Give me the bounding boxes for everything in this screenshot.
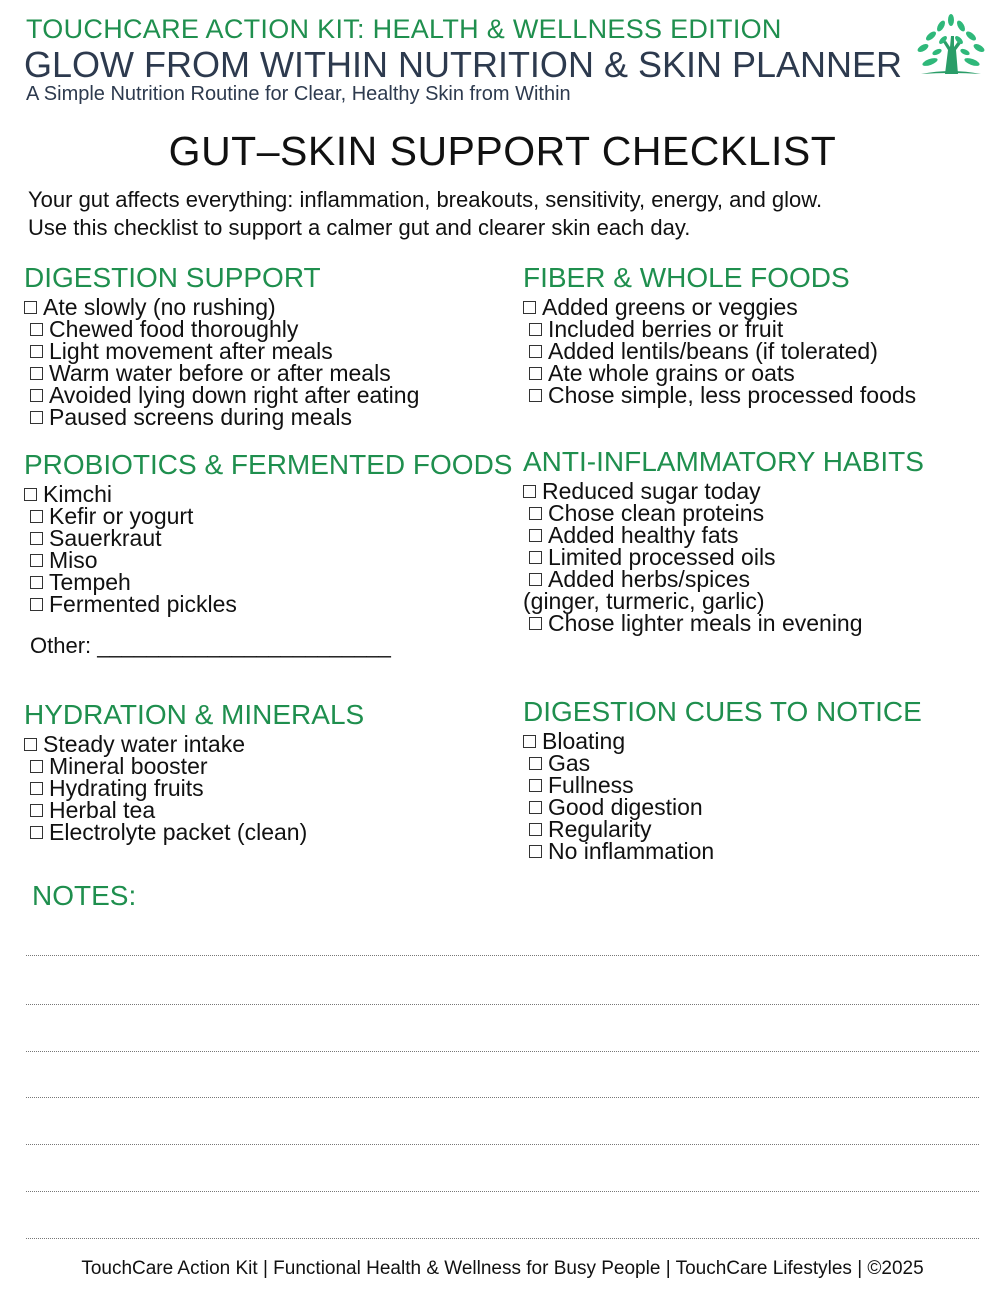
checkbox[interactable]	[529, 323, 542, 336]
checkbox[interactable]	[529, 345, 542, 358]
checklist-item[interactable]	[24, 549, 512, 571]
checklist-item-label: Fermented pickles	[49, 591, 237, 617]
checklist-item[interactable]	[24, 571, 512, 593]
checklist-item[interactable]	[24, 340, 419, 362]
checklist-item[interactable]	[523, 546, 924, 568]
checklist-item-label: Tempeh	[49, 569, 131, 595]
checkbox[interactable]	[30, 345, 43, 358]
checklist-item-continuation	[523, 590, 924, 612]
tree-icon	[915, 12, 987, 82]
checklist-item-label: Steady water intake	[43, 731, 246, 757]
notes-line[interactable]	[26, 1191, 979, 1192]
checkbox[interactable]	[30, 389, 43, 402]
checkbox[interactable]	[523, 485, 536, 498]
checkbox[interactable]	[24, 488, 37, 501]
checklist-item[interactable]	[523, 796, 922, 818]
checklist-item[interactable]	[24, 593, 512, 615]
checklist-item-label: Hydrating fruits	[49, 775, 204, 801]
checklist-item-label: Chose simple, less processed foods	[548, 382, 917, 408]
section-title: DIGESTION SUPPORT	[24, 262, 321, 293]
checklist-item[interactable]	[24, 362, 419, 384]
notes-line[interactable]	[26, 1144, 979, 1145]
checkbox[interactable]	[24, 738, 37, 751]
section-title: ANTI-INFLAMMATORY HABITS	[523, 446, 924, 477]
checklist	[24, 733, 364, 843]
checklist-item[interactable]	[24, 799, 364, 821]
checkbox[interactable]	[523, 301, 536, 314]
section-title: HYDRATION & MINERALS	[24, 699, 365, 730]
planner-subtitle: A Simple Nutrition Routine for Clear, Healthy Skin from Within	[26, 83, 571, 105]
section-hydration	[24, 699, 364, 843]
checklist-item-label: Bloating	[542, 728, 626, 754]
checklist-item-label: Ate whole grains or oats	[548, 360, 795, 386]
checklist-item-label: Limited processed oils	[548, 544, 776, 570]
checklist-item-label: Avoided lying down right after eating	[49, 382, 420, 408]
checklist-item-label: (ginger, turmeric, garlic)	[523, 588, 765, 614]
checklist-item-label: Gas	[548, 750, 591, 776]
checkbox[interactable]	[529, 801, 542, 814]
checklist-item[interactable]	[24, 483, 512, 505]
page-footer: TouchCare Action Kit | Functional Health & Wellness for Busy People | TouchCare Lifestyles | ©2025	[81, 1258, 924, 1279]
checklist-item-label: Warm water before or after meals	[49, 360, 391, 386]
checklist-item[interactable]	[523, 340, 916, 362]
checkbox[interactable]	[529, 757, 542, 770]
checklist-item-label: No inflammation	[548, 838, 715, 864]
page-title: GUT–SKIN SUPPORT CHECKLIST	[168, 128, 837, 174]
checkbox[interactable]	[30, 367, 43, 380]
checkbox[interactable]	[30, 598, 43, 611]
other-write-in-field[interactable]: Other: ________________________	[30, 633, 391, 658]
checklist-item[interactable]	[523, 840, 922, 862]
section-digestion-cues	[523, 696, 922, 862]
checklist-item[interactable]	[523, 752, 922, 774]
checkbox[interactable]	[529, 823, 542, 836]
notes-line[interactable]	[26, 1097, 979, 1098]
kit-edition-line: TOUCHCARE ACTION KIT: HEALTH & WELLNESS EDITION	[26, 14, 782, 44]
checklist-item-label: Added healthy fats	[548, 522, 739, 548]
checklist-item[interactable]	[24, 821, 364, 843]
checklist-item-label: Added lentils/beans (if tolerated)	[548, 338, 878, 364]
checklist-item-label: Good digestion	[548, 794, 703, 820]
checkbox[interactable]	[30, 554, 43, 567]
checkbox[interactable]	[30, 760, 43, 773]
checklist-item[interactable]	[24, 505, 512, 527]
checkbox[interactable]	[30, 323, 43, 336]
intro-text	[28, 186, 988, 242]
checklist-item[interactable]	[523, 568, 924, 590]
checkbox[interactable]	[30, 782, 43, 795]
checkbox[interactable]	[529, 389, 542, 402]
checklist-item-label: Fullness	[548, 772, 634, 798]
checklist-item-label: Chose clean proteins	[548, 500, 765, 526]
checkbox[interactable]	[529, 617, 542, 630]
checkbox[interactable]	[529, 507, 542, 520]
checklist-item[interactable]	[523, 318, 916, 340]
checkbox[interactable]	[30, 804, 43, 817]
checkbox[interactable]	[30, 532, 43, 545]
checklist-item[interactable]	[24, 733, 364, 755]
checklist-item-label: Light movement after meals	[49, 338, 333, 364]
checkbox[interactable]	[529, 551, 542, 564]
checkbox[interactable]	[30, 826, 43, 839]
checklist-item-label: Added greens or veggies	[542, 294, 798, 320]
checkbox[interactable]	[24, 301, 37, 314]
checkbox[interactable]	[529, 845, 542, 858]
checklist-item-label: Miso	[49, 547, 98, 573]
section-anti-inflammatory	[523, 446, 924, 634]
checkbox[interactable]	[30, 411, 43, 424]
checklist-item-label: Sauerkraut	[49, 525, 162, 551]
checklist-item-label: Ate slowly (no rushing)	[43, 294, 276, 320]
checklist-item[interactable]	[523, 774, 922, 796]
checklist-item-label: Paused screens during meals	[49, 404, 352, 430]
notes-line[interactable]	[26, 1051, 979, 1052]
planner-title: GLOW FROM WITHIN NUTRITION & SKIN PLANNER	[24, 44, 903, 85]
checkbox[interactable]	[30, 576, 43, 589]
checklist-item-label: Chose lighter meals in evening	[548, 610, 863, 636]
checklist-item[interactable]	[523, 362, 916, 384]
checklist-item-label: Mineral booster	[49, 753, 208, 779]
section-digestion-support	[24, 262, 419, 428]
section-title: PROBIOTICS & FERMENTED FOODS	[24, 449, 513, 480]
checkbox[interactable]	[529, 779, 542, 792]
checklist-item-label: Kefir or yogurt	[49, 503, 194, 529]
checklist	[24, 483, 512, 615]
checklist-item[interactable]	[523, 502, 924, 524]
checklist-item[interactable]	[523, 524, 924, 546]
checklist-item[interactable]	[24, 406, 419, 428]
intro-line: Use this checklist to support a calmer gut and clearer skin each day.	[28, 215, 691, 240]
checkbox[interactable]	[523, 735, 536, 748]
checklist-item-label: Reduced sugar today	[542, 478, 761, 504]
checkbox[interactable]	[529, 367, 542, 380]
section-title: FIBER & WHOLE FOODS	[523, 262, 850, 293]
checklist	[523, 730, 922, 862]
checklist-item-label: Included berries or fruit	[548, 316, 784, 342]
checklist-item[interactable]	[523, 818, 922, 840]
notes-line[interactable]	[26, 1004, 979, 1005]
checklist-item[interactable]	[24, 527, 512, 549]
checklist-item[interactable]	[523, 730, 922, 752]
notes-title: NOTES:	[32, 880, 137, 911]
section-title: DIGESTION CUES TO NOTICE	[523, 696, 922, 727]
checklist-item-label: Kimchi	[43, 481, 113, 507]
checklist-item[interactable]	[24, 296, 419, 318]
checklist-item[interactable]	[523, 612, 924, 634]
checklist-item[interactable]	[523, 296, 916, 318]
checklist	[523, 296, 916, 406]
checklist-item-label: Chewed food thoroughly	[49, 316, 299, 342]
checklist-item[interactable]	[24, 777, 364, 799]
checklist-item-label: Electrolyte packet (clean)	[49, 819, 308, 845]
checklist-item[interactable]	[523, 384, 916, 406]
checklist-item[interactable]	[523, 480, 924, 502]
checklist-item-label: Regularity	[548, 816, 652, 842]
notes-line[interactable]	[26, 1238, 979, 1239]
checklist-item-label: Herbal tea	[49, 797, 156, 823]
intro-line: Your gut affects everything: inflammation, breakouts, sensitivity, energy, and glow.	[28, 187, 823, 212]
checklist-item[interactable]	[24, 755, 364, 777]
checklist-item-label: Added herbs/spices	[548, 566, 751, 592]
checklist	[24, 296, 419, 428]
checkbox[interactable]	[30, 510, 43, 523]
checklist	[523, 480, 924, 634]
notes-line[interactable]	[26, 955, 979, 956]
checklist-item[interactable]	[24, 318, 419, 340]
checklist-item[interactable]	[24, 384, 419, 406]
checkbox[interactable]	[529, 529, 542, 542]
section-fiber-whole-foods	[523, 262, 916, 406]
checkbox[interactable]	[529, 573, 542, 586]
section-probiotics	[24, 449, 512, 615]
